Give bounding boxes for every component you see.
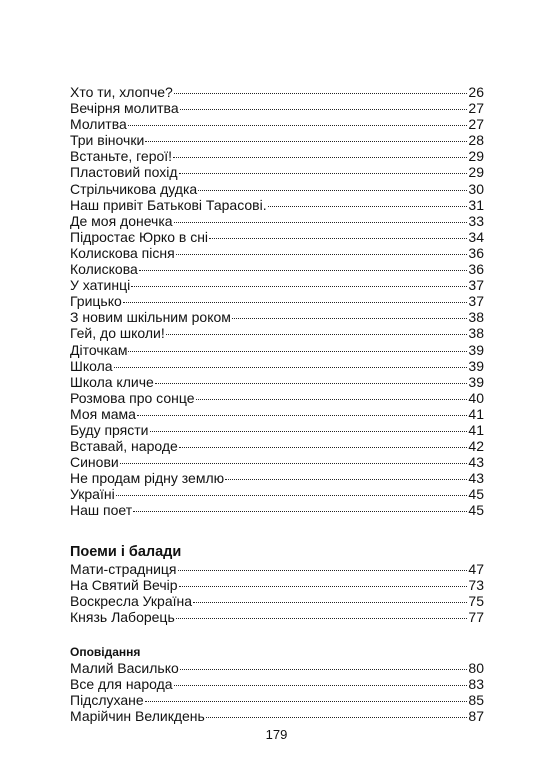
toc-entry-page: 83 <box>468 676 484 692</box>
toc-entry <box>70 293 484 309</box>
toc-entry-page: 27 <box>468 116 484 133</box>
toc-entry-page: 30 <box>468 180 484 197</box>
toc-entry-page: 36 <box>468 261 484 278</box>
toc-entry-title: Гей, до школи! <box>70 325 165 342</box>
dot-leader <box>166 334 468 335</box>
toc-entry-title: Моя мама <box>70 405 136 422</box>
toc-entry-page: 43 <box>468 470 484 487</box>
toc-stories-list <box>70 660 484 724</box>
toc-entry-page: 73 <box>468 576 484 593</box>
dot-leader <box>145 141 467 142</box>
toc-entry <box>70 116 484 132</box>
dot-leader <box>133 511 467 512</box>
dot-leader <box>120 463 468 464</box>
toc-entry-page: 47 <box>468 560 484 577</box>
toc-entry-title: Україні <box>70 486 115 503</box>
dot-leader <box>131 286 467 287</box>
toc-entry <box>70 438 484 454</box>
toc-entry-page: 37 <box>468 293 484 310</box>
dot-leader <box>180 669 468 670</box>
toc-entry-page: 40 <box>468 389 484 406</box>
toc-entry <box>70 486 484 502</box>
dot-leader <box>128 351 467 352</box>
toc-entry-title: Стрільчикова дудка <box>70 180 198 197</box>
dot-leader <box>196 399 468 400</box>
table-of-contents <box>70 84 484 724</box>
toc-entry-page: 85 <box>468 692 484 709</box>
toc-entry-page: 37 <box>468 277 484 294</box>
toc-entry <box>70 342 484 358</box>
toc-entry-title: Діточкам <box>70 341 128 358</box>
toc-entry-title: Мати-страдниця <box>70 560 177 577</box>
toc-entry <box>70 454 484 470</box>
toc-entry-title: Колискова пісня <box>70 244 175 261</box>
toc-entry-page: 26 <box>468 84 484 100</box>
toc-entry-title: На Святий Вечір <box>70 576 178 593</box>
dot-leader <box>155 383 468 384</box>
toc-entry <box>70 561 484 577</box>
toc-entry-page: 39 <box>468 373 484 390</box>
dot-leader <box>178 570 468 571</box>
toc-entry-page: 41 <box>468 405 484 422</box>
dot-leader <box>123 302 468 303</box>
toc-entry <box>70 609 484 625</box>
dot-leader <box>268 206 468 207</box>
dot-leader <box>145 701 468 702</box>
toc-entry-page: 41 <box>468 421 484 438</box>
toc-entry-title: Марійчин Великдень <box>70 708 205 725</box>
dot-leader <box>116 495 468 496</box>
toc-entry-title: Школа <box>70 357 113 374</box>
toc-entry-page: 38 <box>468 309 484 326</box>
section-heading-poems: Поеми і балади <box>70 543 182 560</box>
toc-entry-page: 27 <box>468 100 484 117</box>
dot-leader <box>128 125 468 126</box>
toc-main-list <box>70 84 484 519</box>
dot-leader <box>193 602 467 603</box>
toc-entry-title: Грицько <box>70 293 122 310</box>
toc-entry <box>70 309 484 325</box>
toc-entry <box>70 245 484 261</box>
toc-entry-title: Пластовий похід <box>70 164 178 181</box>
toc-entry <box>70 660 484 676</box>
section-heading-stories: Оповідання <box>70 644 141 659</box>
toc-entry <box>70 197 484 213</box>
toc-entry-title: Підслухане <box>70 692 144 709</box>
toc-entry-title: Не продам рідну землю <box>70 470 225 487</box>
dot-leader <box>179 586 468 587</box>
toc-entry-title: Вечірня молитва <box>70 100 179 117</box>
toc-entry-page: 75 <box>468 592 484 609</box>
page-number: 179 <box>265 727 288 742</box>
toc-entry <box>70 181 484 197</box>
toc-entry <box>70 164 484 180</box>
toc-entry-title: Воскресла Україна <box>70 592 193 609</box>
toc-poems-list <box>70 561 484 625</box>
toc-entry-page: 36 <box>468 244 484 261</box>
toc-entry-page: 39 <box>468 357 484 374</box>
dot-leader <box>139 270 468 271</box>
toc-entry-page: 43 <box>468 454 484 471</box>
dot-leader <box>174 93 468 94</box>
toc-entry-title: Колискова <box>70 261 138 278</box>
toc-entry <box>70 213 484 229</box>
toc-entry-page: 38 <box>468 325 484 342</box>
dot-leader <box>209 238 467 239</box>
dot-leader <box>150 431 468 432</box>
dot-leader <box>114 367 468 368</box>
toc-entry-title: Князь Лаборець <box>70 608 175 625</box>
toc-entry-title: Підростає Юрко в сні <box>70 228 209 245</box>
toc-entry <box>70 374 484 390</box>
toc-entry <box>70 422 484 438</box>
toc-entry <box>70 100 484 116</box>
dot-leader <box>173 157 467 158</box>
dot-leader <box>174 222 468 223</box>
toc-entry-title: У хатинці <box>70 277 131 294</box>
toc-entry <box>70 325 484 341</box>
toc-entry-title: Все для народа <box>70 676 173 692</box>
toc-entry <box>70 229 484 245</box>
dot-leader <box>180 109 468 110</box>
toc-entry <box>70 593 484 609</box>
toc-entry <box>70 148 484 164</box>
toc-entry-title: Синови <box>70 454 119 471</box>
toc-entry <box>70 502 484 518</box>
dot-leader <box>174 685 468 686</box>
dot-leader <box>232 318 468 319</box>
toc-entry-title: З новим шкільним роком <box>70 309 231 326</box>
toc-entry-title: Малий Василько <box>70 659 179 676</box>
toc-entry <box>70 261 484 277</box>
toc-entry-page: 77 <box>468 608 484 625</box>
toc-entry-page: 42 <box>468 438 484 455</box>
toc-entry-page: 31 <box>468 196 484 213</box>
dot-leader <box>206 717 468 718</box>
toc-entry-title: Наш поет <box>70 502 133 519</box>
toc-entry-title: Встаньте, герої! <box>70 148 173 165</box>
dot-leader <box>176 618 468 619</box>
toc-entry-title: Де моя донечка <box>70 212 173 229</box>
toc-entry <box>70 577 484 593</box>
toc-entry <box>70 708 484 724</box>
toc-entry-page: 45 <box>468 486 484 503</box>
toc-entry-title: Наш привіт Батькові Тарасові. <box>70 196 267 213</box>
toc-entry-title: Хто ти, хлопче? <box>70 84 173 100</box>
dot-leader <box>225 479 467 480</box>
toc-entry <box>70 358 484 374</box>
toc-entry <box>70 470 484 486</box>
toc-entry-title: Вставай, народе <box>70 438 178 455</box>
toc-entry-title: Молитва <box>70 116 127 133</box>
toc-entry <box>70 84 484 100</box>
toc-entry-title: Школа кличе <box>70 373 154 390</box>
toc-entry-page: 33 <box>468 212 484 229</box>
toc-entry <box>70 390 484 406</box>
toc-entry-page: 29 <box>468 148 484 165</box>
toc-entry <box>70 132 484 148</box>
toc-entry <box>70 277 484 293</box>
toc-entry-page: 39 <box>468 341 484 358</box>
toc-entry <box>70 406 484 422</box>
dot-leader <box>176 254 468 255</box>
dot-leader <box>179 447 468 448</box>
toc-entry-page: 29 <box>468 164 484 181</box>
dot-leader <box>137 415 468 416</box>
toc-entry-page: 45 <box>468 502 484 519</box>
toc-entry <box>70 692 484 708</box>
toc-entry-page: 80 <box>468 659 484 676</box>
toc-entry-page: 87 <box>468 708 484 725</box>
toc-entry-page: 28 <box>468 132 484 149</box>
toc-entry <box>70 676 484 692</box>
toc-entry-page: 34 <box>468 228 484 245</box>
dot-leader <box>198 190 467 191</box>
toc-entry-title: Три віночки <box>70 132 145 149</box>
toc-entry-title: Буду прясти <box>70 421 149 438</box>
toc-entry-title: Розмова про сонце <box>70 389 195 406</box>
dot-leader <box>179 173 468 174</box>
